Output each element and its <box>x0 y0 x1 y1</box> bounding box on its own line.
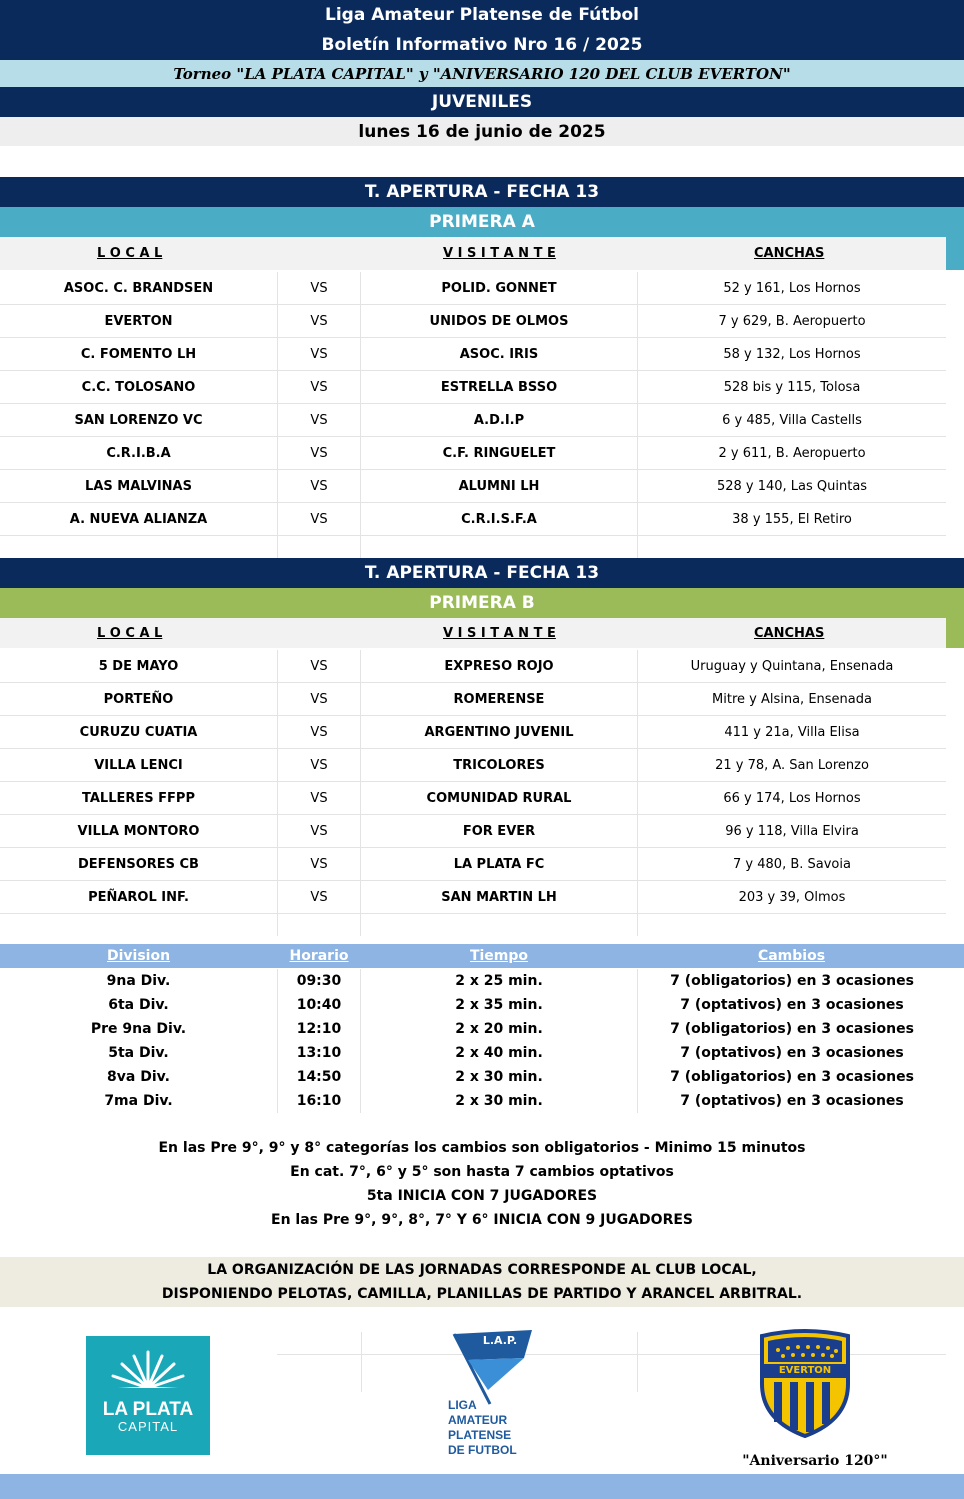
versus-label: VS <box>277 404 361 437</box>
away-team: LA PLATA FC <box>453 857 545 872</box>
match-row <box>0 683 946 716</box>
venue: 21 y 78, A. San Lorenzo <box>637 749 946 782</box>
home-team: VILLA MONTORO <box>77 824 200 839</box>
time-cell: 13:10 <box>277 1041 361 1065</box>
schedule-row <box>0 993 964 1017</box>
schedule-row <box>0 1065 964 1089</box>
versus-label: VS <box>277 338 361 371</box>
schedule-row <box>0 969 964 993</box>
away-team: ROMERENSE <box>453 692 545 707</box>
home-team: VILLA LENCI <box>94 758 183 773</box>
time-cell: 16:10 <box>277 1089 361 1113</box>
time-cell: 10:40 <box>277 993 361 1017</box>
venue: 7 y 480, B. Savoia <box>637 848 946 881</box>
tournament-title: Torneo "LA PLATA CAPITAL" y "ANIVERSARIO 120 DEL CLUB EVERTON" <box>0 60 964 87</box>
versus-label: VS <box>277 716 361 749</box>
duration-cell: 2 x 25 min. <box>455 973 543 989</box>
section-a-title: T. APERTURA - FECHA 13 <box>0 177 964 207</box>
col-visitante: V I S I T A N T E <box>443 246 556 261</box>
everton-crest-logo <box>752 1328 858 1438</box>
venue: 6 y 485, Villa Castells <box>637 404 946 437</box>
division-cell: 6ta Div. <box>108 997 169 1013</box>
away-team: EXPRESO ROJO <box>444 659 554 674</box>
versus-label: VS <box>277 782 361 815</box>
division-b-accent <box>946 618 964 648</box>
versus-label: VS <box>277 305 361 338</box>
category-title: JUVENILES <box>0 87 964 117</box>
duration-cell: 2 x 30 min. <box>455 1093 543 1109</box>
note-line: 5ta INICIA CON 7 JUGADORES <box>366 1188 598 1204</box>
versus-label: VS <box>277 683 361 716</box>
substitutions-cell: 7 (optativos) en 3 ocasiones <box>637 993 946 1017</box>
footer-bar <box>0 1474 964 1499</box>
versus-label: VS <box>277 470 361 503</box>
schedule-row <box>0 1089 964 1113</box>
division-cell: 7ma Div. <box>104 1093 173 1109</box>
schedule-header <box>0 944 964 968</box>
versus-label: VS <box>277 749 361 782</box>
logo-everton-name: EVERTON <box>778 1365 832 1376</box>
time-cell: 12:10 <box>277 1017 361 1041</box>
note-line: En las Pre 9°, 9°, 8°, 7° Y 6° INICIA CON 9 JUGADORES <box>271 1212 693 1228</box>
away-team: ESTRELLA BSSO <box>440 380 558 395</box>
away-team: ASOC. IRIS <box>459 347 539 362</box>
venue: 52 y 161, Los Hornos <box>637 272 946 305</box>
note-line: En cat. 7°, 6° y 5° son hasta 7 cambios optativos <box>290 1164 674 1180</box>
venue: Mitre y Alsina, Ensenada <box>637 683 946 716</box>
match-row <box>0 338 946 371</box>
la-plata-capital-logo <box>86 1336 210 1455</box>
away-team: SAN MARTIN LH <box>441 890 557 905</box>
away-team: COMUNIDAD RURAL <box>426 791 572 806</box>
home-team: 5 DE MAYO <box>98 659 179 674</box>
org-line: LA ORGANIZACIÓN DE LAS JORNADAS CORRESPONDE AL CLUB LOCAL, <box>207 1262 757 1278</box>
duration-cell: 2 x 20 min. <box>455 1021 543 1037</box>
logo-liga-line: DE FUTBOL <box>448 1443 517 1457</box>
versus-label: VS <box>277 848 361 881</box>
home-team: C.R.I.B.A <box>106 446 171 461</box>
substitutions-cell: 7 (optativos) en 3 ocasiones <box>637 1089 946 1113</box>
logo-laplata-line2: CAPITAL <box>117 1419 179 1434</box>
match-row <box>0 305 946 338</box>
division-cell: Pre 9na Div. <box>90 1021 187 1037</box>
spacer-row <box>0 536 946 558</box>
away-team: C.R.I.S.F.A <box>461 512 537 527</box>
versus-label: VS <box>277 503 361 536</box>
division-cell: 9na Div. <box>106 973 171 989</box>
venue: 96 y 118, Villa Elvira <box>637 815 946 848</box>
away-team: C.F. RINGUELET <box>442 446 556 461</box>
versus-label: VS <box>277 881 361 914</box>
away-team: A.D.I.P <box>473 413 525 428</box>
substitutions-cell: 7 (optativos) en 3 ocasiones <box>637 1041 946 1065</box>
division-cell: 8va Div. <box>107 1069 170 1085</box>
substitutions-cell: 7 (obligatorios) en 3 ocasiones <box>637 1065 946 1089</box>
logo-liga-line: AMATEUR <box>448 1413 508 1427</box>
time-cell: 09:30 <box>277 969 361 993</box>
section-b-title: T. APERTURA - FECHA 13 <box>0 558 964 588</box>
venue: 7 y 629, B. Aeropuerto <box>637 305 946 338</box>
bulletin-date: lunes 16 de junio de 2025 <box>0 117 964 146</box>
league-title: Liga Amateur Platense de Fútbol <box>0 0 964 30</box>
everton-anniversary-caption: "Aniversario 120°" <box>742 1453 888 1469</box>
home-team: A. NUEVA ALIANZA <box>69 512 208 527</box>
logo-liga-line: PLATENSE <box>448 1428 512 1442</box>
versus-label: VS <box>277 371 361 404</box>
sched-col-horario: Horario <box>289 948 349 964</box>
home-team: PORTEÑO <box>103 692 174 707</box>
match-row <box>0 371 946 404</box>
match-row <box>0 470 946 503</box>
sched-col-division: Division <box>106 948 171 964</box>
logo-liga-line: LIGA <box>448 1398 477 1412</box>
duration-cell: 2 x 35 min. <box>455 997 543 1013</box>
organization-notice <box>0 1257 964 1307</box>
liga-amateur-logo <box>440 1328 550 1463</box>
duration-cell: 2 x 30 min. <box>455 1069 543 1085</box>
home-team: CURUZU CUATIA <box>79 725 198 740</box>
venue: 58 y 132, Los Hornos <box>637 338 946 371</box>
away-team: TRICOLORES <box>453 758 545 773</box>
versus-label: VS <box>277 815 361 848</box>
home-team: SAN LORENZO VC <box>74 413 203 428</box>
division-a-accent <box>946 237 964 270</box>
home-team: C.C. TOLOSANO <box>81 380 196 395</box>
match-row <box>0 437 946 470</box>
sched-col-cambios: Cambios <box>757 948 826 964</box>
match-row <box>0 749 946 782</box>
home-team: LAS MALVINAS <box>85 479 192 494</box>
home-team: DEFENSORES CB <box>78 857 199 872</box>
time-cell: 14:50 <box>277 1065 361 1089</box>
match-row <box>0 815 946 848</box>
home-team: EVERTON <box>104 314 173 329</box>
bulletin-title: Boletín Informativo Nro 16 / 2025 <box>0 30 964 60</box>
substitutions-cell: 7 (obligatorios) en 3 ocasiones <box>637 969 946 993</box>
col-local: L O C A L <box>97 246 163 261</box>
match-row <box>0 503 946 536</box>
home-team: ASOC. C. BRANDSEN <box>63 281 214 296</box>
col-canchas: CANCHAS <box>754 246 825 261</box>
venue: 528 bis y 115, Tolosa <box>637 371 946 404</box>
away-team: ARGENTINO JUVENIL <box>424 725 574 740</box>
home-team: PEÑAROL INF. <box>88 890 189 905</box>
venue: 66 y 174, Los Hornos <box>637 782 946 815</box>
spacer-row <box>0 914 946 936</box>
col-local: L O C A L <box>97 626 163 641</box>
match-row <box>0 782 946 815</box>
org-line: DISPONIENDO PELOTAS, CAMILLA, PLANILLAS DE PARTIDO Y ARANCEL ARBITRAL. <box>161 1286 803 1302</box>
home-team: TALLERES FFPP <box>82 791 195 806</box>
versus-label: VS <box>277 437 361 470</box>
venue: 411 y 21a, Villa Elisa <box>637 716 946 749</box>
venue: Uruguay y Quintana, Ensenada <box>637 650 946 683</box>
schedule-row <box>0 1041 964 1065</box>
division-cell: 5ta Div. <box>108 1045 169 1061</box>
crest-shield-icon <box>752 1328 858 1438</box>
col-visitante: V I S I T A N T E <box>443 626 556 641</box>
duration-cell: 2 x 40 min. <box>455 1045 543 1061</box>
sched-col-tiempo: Tiempo <box>469 948 529 964</box>
away-team: ALUMNI LH <box>458 479 540 494</box>
venue: 203 y 39, Olmos <box>637 881 946 914</box>
venue: 38 y 155, El Retiro <box>637 503 946 536</box>
column-header-b <box>0 618 946 648</box>
logo-laplata-line1: LA PLATA <box>102 1399 194 1420</box>
note-line: En las Pre 9°, 9° y 8° categorías los cambios son obligatorios - Minimo 15 minutos <box>158 1140 806 1156</box>
away-team: UNIDOS DE OLMOS <box>429 314 569 329</box>
match-row <box>0 848 946 881</box>
column-header-a <box>0 237 946 270</box>
venue: 2 y 611, B. Aeropuerto <box>637 437 946 470</box>
match-row <box>0 404 946 437</box>
match-row <box>0 881 946 914</box>
division-a-title: PRIMERA A <box>0 207 964 237</box>
home-team: C. FOMENTO LH <box>80 347 197 362</box>
col-canchas: CANCHAS <box>754 626 825 641</box>
substitutions-cell: 7 (obligatorios) en 3 ocasiones <box>637 1017 946 1041</box>
match-row <box>0 272 946 305</box>
versus-label: VS <box>277 272 361 305</box>
venue: 528 y 140, Las Quintas <box>637 470 946 503</box>
logo-liga-flag-text: L.A.P. <box>482 1334 518 1347</box>
match-row <box>0 650 946 683</box>
schedule-row <box>0 1017 964 1041</box>
match-row <box>0 716 946 749</box>
division-b-title: PRIMERA B <box>0 588 964 618</box>
away-team: FOR EVER <box>462 824 536 839</box>
away-team: POLID. GONNET <box>441 281 557 296</box>
versus-label: VS <box>277 650 361 683</box>
